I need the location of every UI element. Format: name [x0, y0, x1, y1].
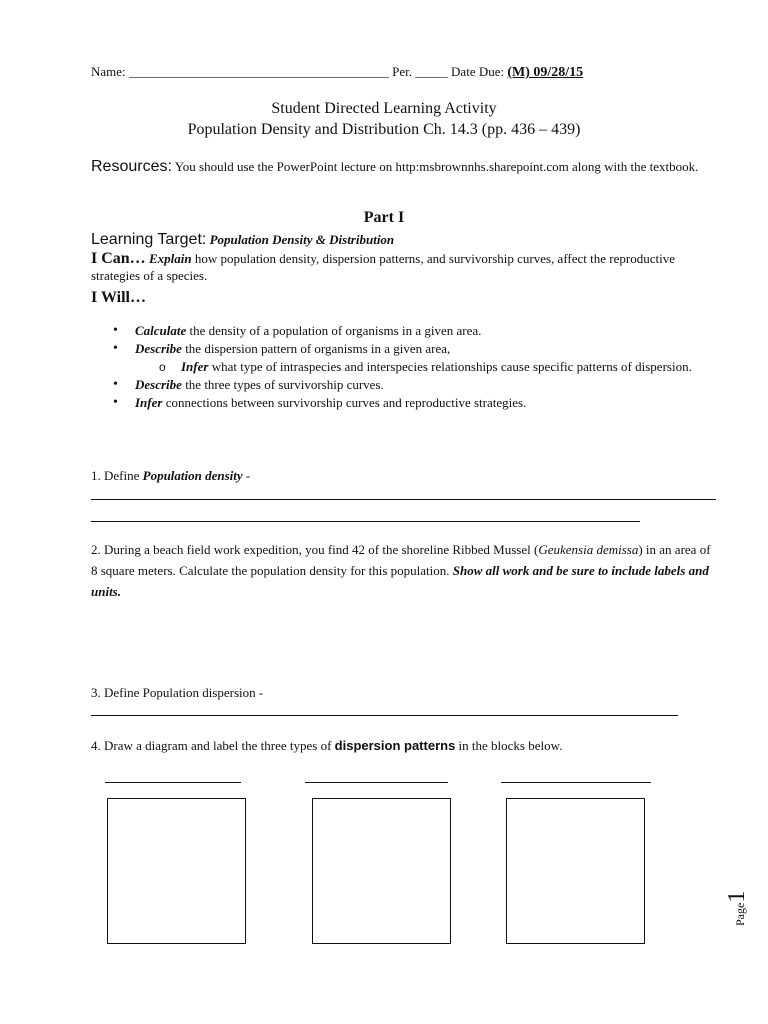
- question-2-species: Geukensia demissa: [538, 542, 639, 557]
- answer-line-3[interactable]: [91, 715, 678, 716]
- question-2-mid: ) in an area of 8 square meters. Calculate the population density for this population.: [91, 542, 711, 578]
- page-marker: [722, 878, 766, 938]
- question-4-suffix: in the blocks below.: [458, 738, 563, 753]
- learning-target: [91, 230, 394, 251]
- question-1-prefix: 1. Define: [91, 468, 140, 483]
- title-line-1: Student Directed Learning Activity: [271, 100, 497, 117]
- per-label: Per.: [392, 64, 413, 79]
- date-due-value: (M) 09/28/15: [507, 65, 584, 80]
- resources-paragraph: [91, 158, 721, 175]
- objective-text: the dispersion pattern of organisms in a given area,: [185, 341, 451, 356]
- objective-verb: Calculate: [135, 323, 187, 338]
- objective-verb: Infer: [135, 395, 163, 410]
- objective-text: the density of a population of organisms in a given area.: [189, 323, 482, 338]
- objective-text: connections between survivorship curves and reproductive strategies.: [165, 395, 527, 410]
- per-blank: _____: [415, 64, 448, 79]
- objectives-list: [111, 322, 721, 412]
- answer-line-1b[interactable]: [91, 521, 640, 522]
- header-line: [91, 64, 583, 82]
- resources-label: Resources:: [91, 158, 172, 175]
- objective-text: what type of intraspecies and interspecies relationships cause specific patterns of dispersion.: [211, 359, 692, 374]
- list-item: [111, 322, 721, 340]
- i-can-statement: [91, 250, 711, 284]
- question-1-term: Population density: [142, 468, 243, 483]
- block-label-line-1[interactable]: [105, 782, 241, 783]
- question-4: [91, 735, 562, 756]
- name-blank: ________________________________________: [128, 64, 389, 79]
- list-item: [111, 376, 721, 394]
- part-heading: Part I: [363, 209, 405, 226]
- title-line-2: Population Density and Distribution Ch. 14.3 (pp. 436 – 439): [187, 121, 581, 138]
- answer-line-1a[interactable]: [91, 499, 716, 500]
- i-can-verb: Explain: [148, 251, 192, 266]
- resources-text: You should use the PowerPoint lecture on http:msbrownnhs.sharepoint.com along with the textbook.: [174, 159, 699, 174]
- question-4-term: dispersion patterns: [334, 738, 456, 753]
- objective-text: the three types of survivorship curves.: [185, 377, 384, 392]
- question-4-prefix: 4. Draw a diagram and label the three types of: [91, 738, 332, 753]
- list-item: [111, 358, 721, 376]
- question-1-suffix: -: [245, 468, 251, 483]
- document-title: [0, 98, 768, 140]
- drawing-box-2[interactable]: [312, 798, 451, 944]
- page-label: Page: [733, 902, 747, 926]
- learning-target-value: Population Density & Distribution: [209, 232, 395, 247]
- list-item: [111, 340, 721, 358]
- name-label: Name:: [91, 64, 126, 79]
- objective-verb: Describe: [135, 341, 182, 356]
- block-label-line-3[interactable]: [501, 782, 651, 783]
- date-due-label: Date Due:: [451, 64, 505, 79]
- block-label-line-2[interactable]: [305, 782, 448, 783]
- list-item: [111, 394, 721, 412]
- question-2: [91, 539, 716, 602]
- drawing-box-3[interactable]: [506, 798, 645, 944]
- objective-verb: Describe: [135, 377, 182, 392]
- drawing-box-1[interactable]: [107, 798, 246, 944]
- question-3: 3. Define Population dispersion -: [91, 685, 264, 700]
- i-can-text: how population density, dispersion patterns, and survivorship curves, affect the reproductive strategies of a species.: [91, 251, 675, 283]
- question-1: [91, 465, 250, 486]
- objective-verb: Infer: [181, 359, 209, 374]
- page-number: 1: [724, 890, 750, 903]
- i-can-label: I Can…: [91, 250, 146, 267]
- learning-target-label: Learning Target:: [91, 231, 207, 248]
- i-will-label: I Will…: [91, 289, 146, 306]
- question-2-start: 2. During a beach field work expedition, you find 42 of the shoreline Ribbed Mussel (: [91, 542, 539, 557]
- question-2-emphasis: Show all work and be sure to include labels and units.: [91, 563, 709, 599]
